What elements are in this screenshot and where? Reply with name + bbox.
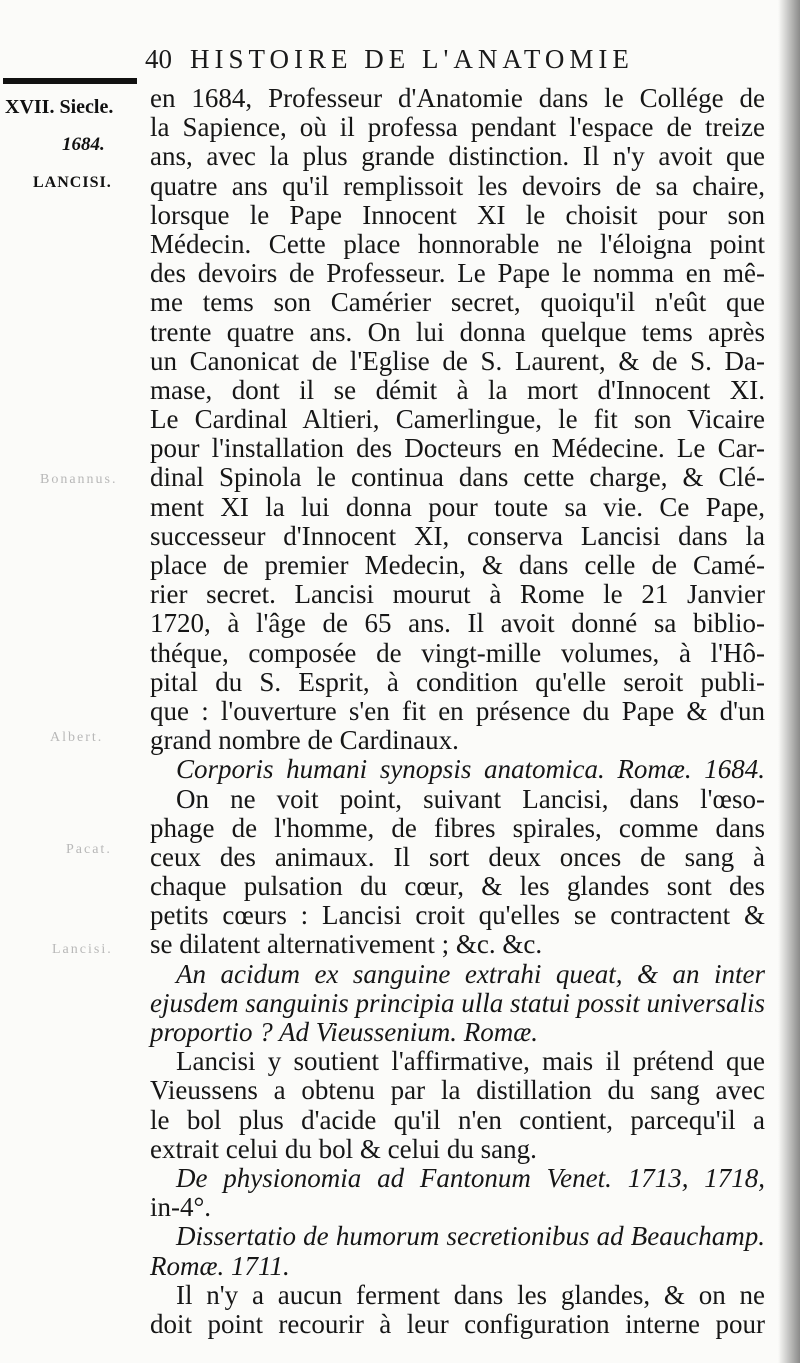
margin-note-author: LANCISI.	[33, 174, 112, 191]
text-line: chaque pulsation du cœur, & les glandes sont des	[150, 871, 765, 902]
text-line: que : l'ouverture s'en fit en présence du Pape & d'un	[150, 695, 765, 726]
text-line: phage de l'homme, de fibres spirales, comme dans	[150, 812, 765, 843]
text-line: la Sapience, où il professa pendant l'espace de treize	[150, 112, 765, 143]
bleed-through-text: Bonannus.	[40, 472, 118, 487]
text-line: se dilatent alternativement ; &c. &c.	[150, 929, 543, 960]
text-line: petits cœurs : Lancisi croit qu'elles se contractent &	[150, 900, 765, 931]
text-line: pour l'installation des Docteurs en Médecine. Le Car-	[150, 433, 765, 464]
text-line: des devoirs de Professeur. Le Pape le nomma en mê-	[150, 258, 765, 289]
text-line: On ne voit point, suivant Lancisi, dans l'œso-	[176, 783, 765, 814]
text-line: De physionomia ad Fantonum Venet. 1713, 1718,	[176, 1162, 765, 1193]
text-line: Dissertatio de humorum secretionibus ad Beauchamp.	[176, 1221, 765, 1252]
body-text	[150, 84, 765, 1339]
margin-rule	[3, 78, 137, 84]
text-line: Lancisi y soutient l'affirmative, mais il prétend que	[176, 1046, 765, 1077]
text-line: An acidum ex sanguine extrahi queat, & an inter	[176, 958, 765, 989]
text-line: in-4°.	[150, 1192, 212, 1223]
running-header	[145, 44, 775, 86]
text-line: ceux des animaux. Il sort deux onces de sang à	[150, 841, 765, 872]
text-line: quatre ans qu'il remplissoit les devoirs de sa chaire,	[150, 170, 765, 201]
running-title: HISTOIRE DE L'ANATOMIE	[190, 44, 634, 74]
text-line: Romæ. 1711.	[150, 1250, 290, 1281]
text-line: me tems son Camérier secret, quoiqu'il n'eût que	[150, 287, 765, 318]
bleed-through-text: Pacat.	[66, 842, 112, 857]
text-line: ejusdem sanguinis principia ulla statui possit universalis	[150, 987, 766, 1018]
text-line: Médecin. Cette place honnorable ne l'éloigna point	[150, 228, 765, 259]
text-line: place de premier Medecin, & dans celle de Camé-	[150, 550, 765, 580]
text-line: Le Cardinal Altieri, Camerlingue, le fit son Vicaire	[150, 404, 765, 435]
text-line: théque, composée de vingt-mille volumes, à l'Hô-	[150, 637, 765, 668]
text-line: ans, avec la plus grande distinction. Il n'y avoit que	[150, 141, 765, 172]
margin-note-year: 1684.	[62, 134, 105, 155]
text-line: dinal Spinola le continua dans cette charge, & Clé-	[150, 462, 765, 493]
text-line: Vieussens a obtenu par la distillation du sang avec	[150, 1075, 765, 1106]
text-line: proportio ? Ad Vieussenium. Romæ.	[150, 1017, 538, 1047]
bleed-through-text: Lancisi.	[52, 942, 113, 957]
text-line: pital du S. Esprit, à condition qu'elle seroit publi-	[150, 666, 765, 697]
bleed-through-text: Albert.	[50, 730, 104, 745]
text-line: rier secret. Lancisi mourut à Rome le 21 Janvier	[150, 579, 765, 610]
page-edge-shadow	[778, 0, 800, 1363]
text-line: doit point recourir à leur configuration interne pour	[150, 1308, 765, 1339]
text-line: extrait celui du bol & celui du sang.	[150, 1133, 537, 1164]
page-number: 40	[145, 44, 172, 74]
text-line: grand nombre de Cardinaux.	[150, 725, 459, 756]
text-line: mase, dont il se démit à la mort d'Innocent XI.	[150, 374, 765, 405]
text-line: 1720, à l'âge de 65 ans. Il avoit donné sa biblio-	[150, 608, 765, 639]
text-line: Corporis humani synopsis anatomica. Romæ. 1684.	[176, 754, 765, 785]
text-line: le bol plus d'acide qu'il n'en contient, parcequ'il a	[150, 1104, 765, 1135]
text-line: Il n'y a aucun ferment dans les glandes, & on ne	[176, 1279, 765, 1310]
text-line: ment XI la lui donna pour toute sa vie. Ce Pape,	[150, 491, 765, 522]
margin-note-century: XVII. Siecle.	[5, 96, 114, 118]
text-line: un Canonicat de l'Eglise de S. Laurent, & de S. Da-	[150, 345, 765, 376]
text-line: successeur d'Innocent XI, conserva Lancisi dans la	[150, 520, 765, 551]
text-line: lorsque le Pape Innocent XI le choisit pour son	[150, 199, 765, 230]
text-line: trente quatre ans. On lui donna quelque tems après	[150, 316, 765, 347]
text-line: en 1684, Professeur d'Anatomie dans le Collége de	[150, 83, 765, 113]
